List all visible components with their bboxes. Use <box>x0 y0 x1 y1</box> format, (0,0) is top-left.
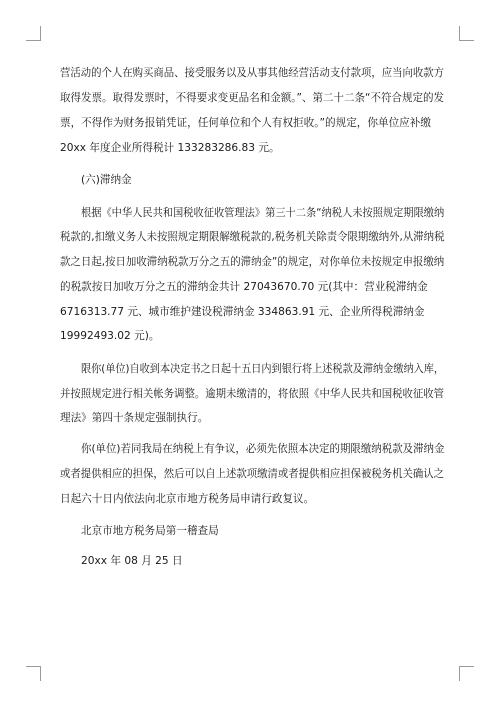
text-line: 税款的,扣缴义务人未按照规定期限解缴税款的,税务机关除责令限期缴纳外,从滞纳税 <box>60 231 445 243</box>
text-line: 取得发票。取得发票时，不得要求变更品名和金额。”、第二十二条“不符合规定的发 <box>60 92 445 104</box>
text-line: 日起六十日内依法向北京市地方税务局申请行政复议。 <box>60 493 315 505</box>
crop-mark-top-right <box>459 26 474 41</box>
text-line: 并按照规定进行相关帐务调整。逾期未缴清的，将依照《中华人民共和国税收征收管 <box>60 388 444 400</box>
text-line: 根据《中华人民共和国税收征收管理法》第三十二条“纳税人未按照规定期限缴纳 <box>81 207 445 219</box>
text-line: 你(单位)若同我局在纳税上有争议，必须先依照本决定的期限缴纳税款及滞纳金 <box>81 443 445 455</box>
crop-mark-top-left <box>26 26 41 41</box>
crop-mark-bottom-right <box>459 666 474 681</box>
text-line: 款之日起,按日加收滞纳税款万分之五的滞纳金”的规定，对你单位未按规定申报缴纳 <box>60 256 445 268</box>
text-line: 的税款按日加收万分之五的滞纳金共计 27043670.70 元(其中：营业税滞纳金 <box>60 281 428 293</box>
text-line: 限你(单位)自收到本决定书之日起十五日内到银行将上述税款及滞纳金缴纳入库， <box>81 363 445 375</box>
text-line: 票，不得作为财务报销凭证，任何单位和个人有权拒收。”的规定，你单位应补缴 <box>60 117 431 129</box>
text-line: 或者提供相应的担保，然后可以自上述款项缴清或者提供相应担保被税务机关确认之 <box>60 468 444 480</box>
text-line: 19992493.02 元)。 <box>60 330 160 342</box>
text-line: 20xx 年度企业所得税计 133283286.83 元。 <box>60 142 280 154</box>
text-line: 营活动的个人在购买商品、接受服务以及从事其他经营活动支付款项，应当向收款方 <box>60 67 444 79</box>
section-heading: (六)滞纳金 <box>81 174 132 186</box>
issuer-name: 北京市地方税务局第一稽查局 <box>81 525 219 537</box>
crop-mark-bottom-left <box>26 666 41 681</box>
text-line: 理法》第四十条规定强制执行。 <box>60 412 209 424</box>
issue-date: 20xx 年 08 月 25 日 <box>81 555 183 567</box>
text-line: 6716313.77 元、城市维护建设税滞纳金 334863.91 元、企业所得税滞纳金 <box>60 306 425 318</box>
